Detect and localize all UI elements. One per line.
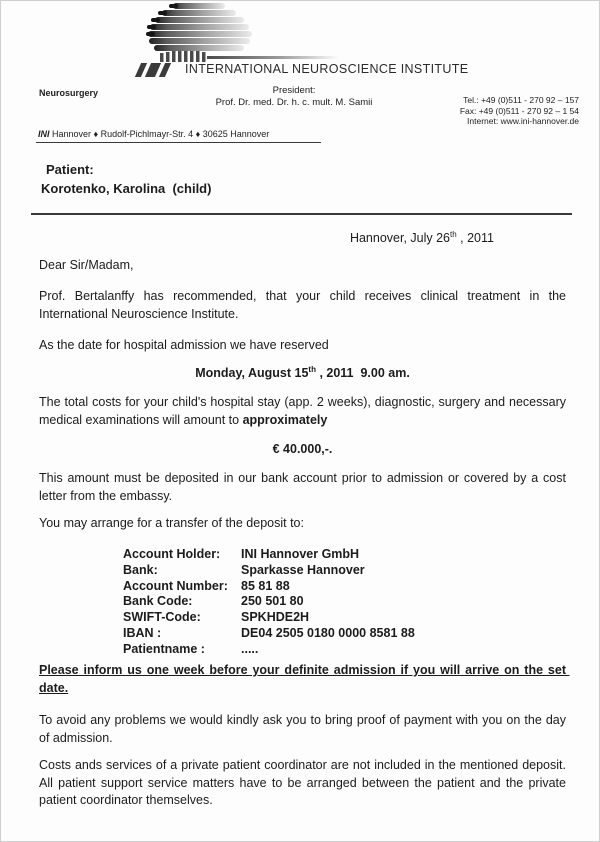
bank-details-table [123, 547, 415, 658]
paragraph-inform-notice: Please inform us one week before your definite admission if you will arrive on the set date. [39, 663, 570, 695]
paragraph-deposit: This amount must be deposited in our bank account prior to admission or covered by a cost letter from the embassy. [39, 471, 570, 503]
bank-row-label: Account Number: [123, 578, 228, 593]
contact-internet: Internet: www.ini-hannover.de [467, 116, 579, 126]
admission-date: Monday, August 15th , 2011 9.00 am. [195, 364, 410, 380]
paragraph-admission-intro: As the date for hospital admission we have reserved [39, 338, 329, 352]
department-label: Neurosurgery [39, 88, 99, 98]
bank-row-value: DE04 2505 0180 0000 8581 88 [241, 625, 415, 640]
sender-ini: INI [38, 129, 50, 139]
divider-rule [31, 213, 572, 215]
bank-row-label: Patientname : [123, 641, 205, 656]
paragraph-costs: The total costs for your child's hospital stay (app. 2 weeks), diagnostic, surgery and necessary medical examinations will amount to approximately [39, 395, 570, 427]
institute-name: INTERNATIONAL NEUROSCIENCE INSTITUTE [185, 62, 469, 76]
contact-fax: Fax: +49 (0)511 - 270 92 – 1 54 [459, 105, 579, 116]
dome-stripes [146, 3, 252, 51]
date-superscript: th [308, 364, 316, 374]
date-superscript: th [450, 229, 457, 239]
bank-row-label: SWIFT-Code: [123, 610, 201, 625]
paragraph-coordinator: Costs ands services of a private patient coordinator are not included in the mentioned deposit. All patient support service matters have to be arranged between the patient and the private patient coordinator themselves. [39, 758, 570, 807]
patient-name: Korotenko, Karolina (child) [41, 181, 212, 196]
paragraph-proof: To avoid any problems we would kindly ask you to bring proof of payment with you on the day of admission. [39, 713, 570, 745]
paragraph-transfer: You may arrange for a transfer of the deposit to: [39, 516, 304, 530]
sender-address-rest: Hannover ♦ Rudolf-Pichlmayr-Str. 4 ♦ 30625 Hannover [49, 129, 270, 139]
bank-row-label: Account Holder: [123, 547, 221, 561]
bank-row-label: Bank Code: [123, 594, 193, 609]
bank-row-value: SPKHDE2H [241, 610, 310, 625]
bank-row-value: 85 81 88 [241, 578, 290, 593]
ini-building-logo [143, 2, 259, 64]
president-block [184, 85, 404, 108]
approximately-bold: approximately [242, 412, 328, 427]
bank-row-value: INI Hannover GmbH [241, 547, 360, 561]
base-pillars [160, 51, 206, 62]
bank-row-label: IBAN : [123, 625, 162, 640]
ini-logotype-icon [138, 63, 168, 77]
bank-row-label: Bank: [123, 562, 158, 577]
president-label: President: [272, 85, 316, 96]
dateline: Hannover, July 26th , 2011 [349, 229, 494, 245]
salutation: Dear Sir/Madam, [39, 258, 134, 272]
bank-row-value: Sparkasse Hannover [241, 562, 365, 577]
contact-block [460, 95, 579, 127]
paragraph-recommendation: Prof. Bertalanffy has recommended, that your child receives clinical treatment in the International Neuroscience Institute. [39, 289, 570, 321]
bank-row-value: ..... [241, 641, 259, 656]
patient-label: Patient: [46, 162, 94, 177]
sender-address-line [36, 129, 321, 143]
amount: € 40.000,-. [272, 442, 333, 456]
president-name: Prof. Dr. med. Dr. h. c. mult. M. Samii [215, 96, 373, 108]
bank-row-value: 250 501 80 [241, 594, 304, 609]
logo-baseline [207, 56, 339, 59]
contact-tel: Tel.: +49 (0)511 - 270 92 – 157 [463, 95, 579, 105]
